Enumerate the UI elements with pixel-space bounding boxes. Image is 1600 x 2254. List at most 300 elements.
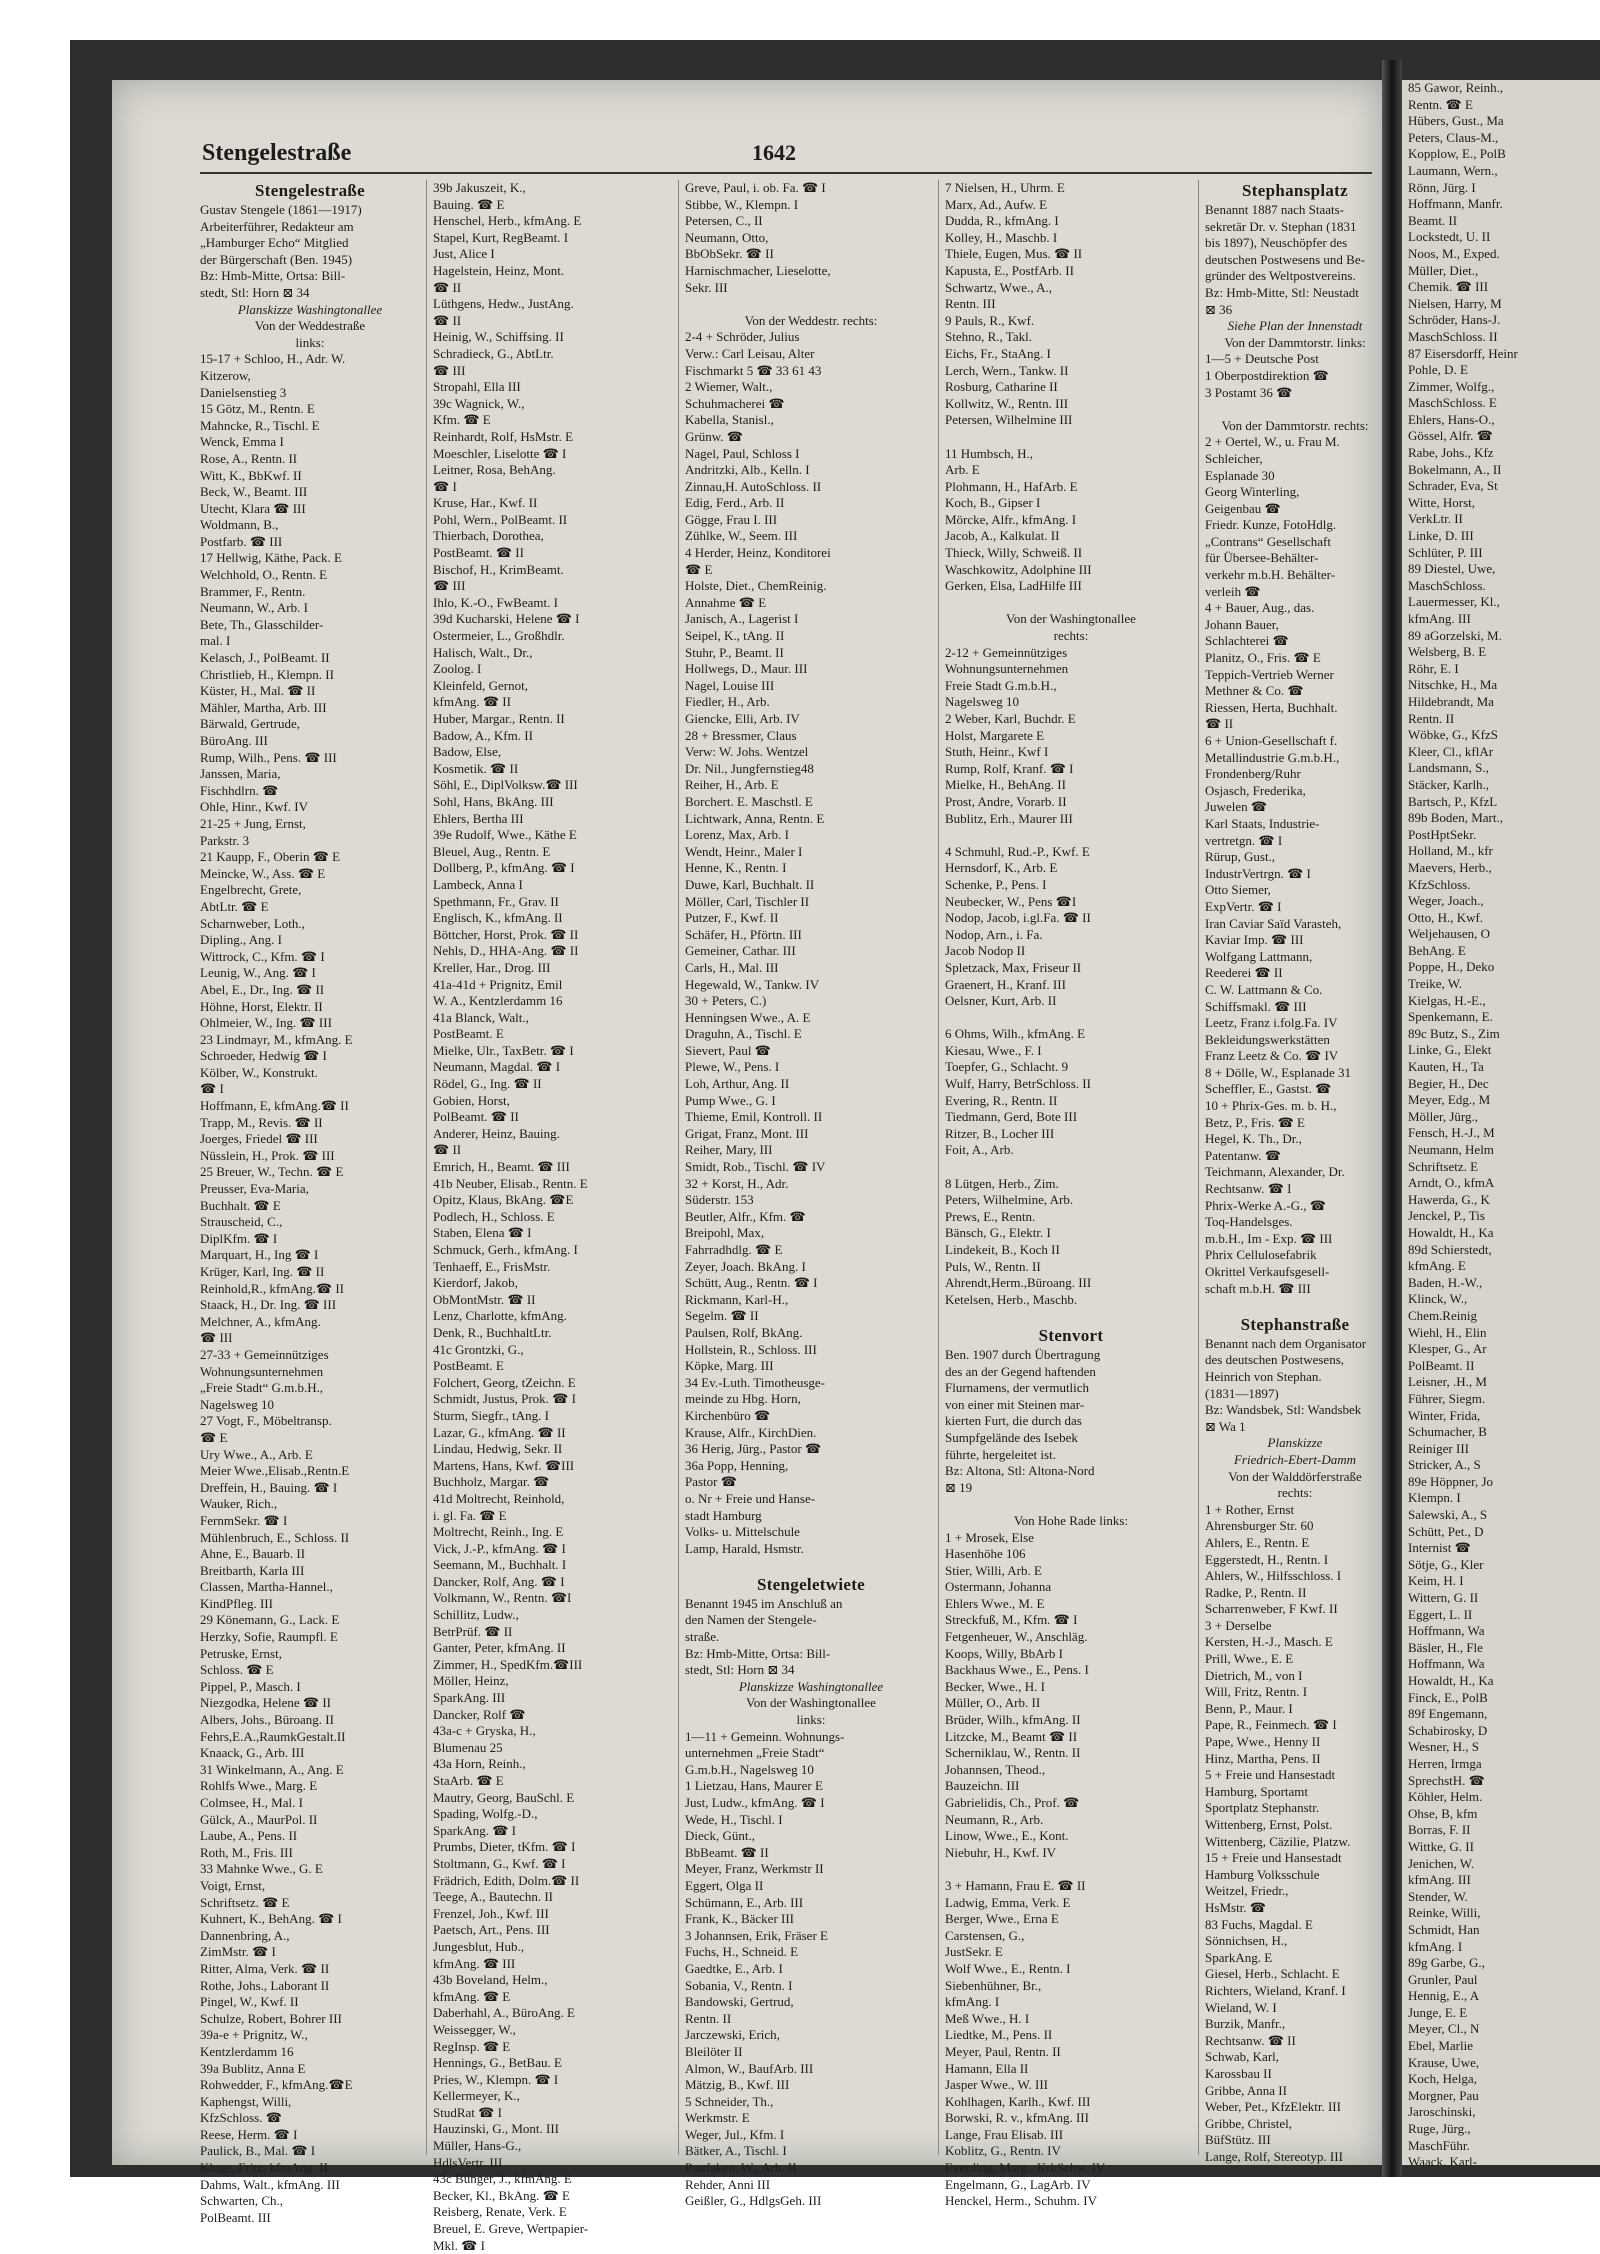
entry-line: Patentanw. ☎ (1205, 1147, 1282, 1163)
entry-line: Bandowski, Gertrud, (685, 1994, 794, 2010)
facing-entry-line: Hoffmann, Wa (1408, 1656, 1485, 1672)
facing-entry-line: Ruge, Jürg., (1408, 2121, 1471, 2137)
entry-line: stedt, Stl: Horn ⊠ 34 (685, 1662, 795, 1678)
entry-line: des deutschen Postwesens, (1205, 1352, 1345, 1368)
entry-line: Graenert, H., Kranf. III (945, 976, 1066, 992)
entry-line: Jarczewski, Erich, (685, 2027, 780, 2043)
column-1 (200, 180, 420, 2225)
entry-line: FernmSekr. ☎ I (200, 1512, 288, 1528)
facing-entry-line: Spenkemann, E. (1408, 1009, 1493, 1025)
entry-line: 3 + Hamann, Frau E. ☎ II (945, 1877, 1086, 1893)
entry-line: 9 Pauls, R., Kwf. (945, 312, 1035, 328)
entry-line: Wittrock, C., Kfm. ☎ I (200, 948, 325, 964)
entry-line: Anderer, Heinz, Bauing. (433, 1125, 560, 1141)
entry-line: Gobien, Horst, (433, 1092, 510, 1108)
entry-line: Sohl, Hans, BkAng. III (433, 793, 554, 809)
entry-line: StaArb. ☎ E (433, 1773, 504, 1788)
entry-line: Freie Stadt G.m.b.H., (945, 677, 1057, 693)
entry-line: Hamann, Ella II (945, 2060, 1029, 2076)
entry-line: Küster, H., Mal. ☎ II (200, 683, 316, 699)
entry-line: Kreller, Har., Drog. III (433, 959, 551, 975)
entry-line: Petersen, C., II (685, 213, 763, 229)
entry-line: Wohnungsunternehmen (945, 661, 1069, 677)
entry-line: Schiffsmakl. ☎ III (1205, 998, 1307, 1014)
facing-entry-line: Weger, Joach., (1408, 893, 1484, 909)
facing-entry-line: Rentn. ☎ E (1408, 96, 1473, 112)
entry-line: Von der Weddestraße (254, 318, 366, 334)
entry-line: Juwelen ☎ (1205, 799, 1268, 815)
entry-line: Smidt, Rob., Tischl. ☎ IV (685, 1159, 826, 1175)
entry-line: m.b.H., Im - Exp. ☎ III (1205, 1230, 1333, 1246)
facing-entry-line: SprechstH. ☎ (1408, 1772, 1485, 1788)
facing-entry-line: Krause, Uwe, (1408, 2054, 1480, 2070)
entry-line: Putzer, F., Kwf. II (685, 910, 779, 926)
entry-line: Gribbe, Anna II (1205, 2082, 1287, 2098)
entry-line: Nagelsweg 10 (200, 1396, 275, 1412)
entry-line: Von Hohe Rade links: (1013, 1512, 1129, 1528)
entry-line: Bischof, H., KrimBeamt. (433, 561, 564, 577)
entry-line: Martens, Hans, Kwf. ☎III (433, 1457, 575, 1473)
facing-entry-line: Maevers, Herb., (1408, 859, 1492, 875)
entry-line: 11 Humbsch, H., (945, 445, 1033, 461)
entry-line: 6 Ohms, Wilh., kfmAng. E (945, 1026, 1086, 1042)
entry-line: Bublitz, Erh., Maurer III (945, 810, 1073, 826)
entry-line: Sumpfgelände des Isebek (945, 1429, 1078, 1445)
entry-line: Meyer, Franz, Werkmstr II (685, 1861, 824, 1877)
entry-line: Scharrenweber, F Kwf. II (1205, 1601, 1338, 1617)
entry-line: Mähler, Martha, Arb. III (200, 699, 327, 715)
entry-line (685, 296, 937, 313)
entry-line: Herzky, Sofie, Raumpfl. E (200, 1629, 338, 1645)
entry-line: 4 Schmuhl, Rud.-P., Kwf. E (945, 843, 1090, 859)
entry-line: Siebenhühner, Br., (945, 1977, 1042, 1993)
facing-entry-line: Wittke, G. II (1408, 1838, 1474, 1854)
entry-line: Hegel, K. Th., Dr., (1205, 1131, 1302, 1147)
facing-entry-line: Kopplow, E., PolB (1408, 146, 1506, 162)
entry-line: Dannenbring, A., (200, 1927, 290, 1943)
entry-line: Geigenbau ☎ (1205, 500, 1281, 516)
facing-entry-line: Kauten, H., Ta (1408, 1059, 1484, 1075)
entry-line: Ahrensburger Str. 60 (1205, 1518, 1314, 1534)
entry-line: 5 Schneider, Th., (685, 2093, 774, 2109)
entry-line: Zinnau,H. AutoSchloss. II (685, 478, 822, 494)
entry-line: Dollberg, P., kfmAng. ☎ I (433, 860, 575, 876)
entry-line: 41d Moltrecht, Reinhold, (433, 1490, 565, 1506)
entry-line: Ganter, Peter, kfmAng. II (433, 1640, 566, 1656)
facing-entry-line: Junge, E. E (1408, 2004, 1468, 2020)
entry-line: Dietrich, M., von I (1205, 1667, 1303, 1683)
entry-line: ☎ II (433, 312, 462, 328)
entry-line: Holste, Diet., ChemReinig. (685, 578, 827, 594)
facing-entry-line: Keim, H. I (1408, 1573, 1464, 1589)
entry-line: Colmsee, H., Mal. I (200, 1795, 303, 1810)
entry-line: Kabella, Stanisl., (685, 412, 774, 428)
entry-line: ExpVertr. ☎ I (1205, 898, 1282, 914)
entry-line: Henckel, Herm., Schuhm. IV (945, 2193, 1097, 2209)
entry-line: straße. (685, 1629, 720, 1645)
entry-line: Von der Washingtonallee (1006, 611, 1136, 627)
entry-line: Duwe, Karl, Buchhalt. II (685, 876, 815, 892)
entry-line: Koch, B., Gipser I (945, 495, 1041, 511)
entry-line (1205, 1297, 1385, 1314)
entry-line: Buchhalt. ☎ E (200, 1197, 281, 1213)
facing-entry-line: Koch, Helga, (1408, 2071, 1477, 2087)
entry-line: Schwab, Karl, (1205, 2049, 1280, 2065)
book-gutter (1382, 60, 1402, 2177)
entry-line: Schuhmacherei ☎ (685, 395, 785, 411)
entry-line: 1 + Mrosek, Else (945, 1529, 1034, 1545)
entry-line: Loh, Arthur, Ang. II (685, 1076, 790, 1092)
entry-line: Lamp, Harald, Hsmstr. (685, 1540, 804, 1556)
entry-line: Breitbarth, Karla III (200, 1562, 305, 1578)
facing-entry-line: Stender, W. (1408, 1888, 1468, 1904)
entry-line: Kentzlerdamm 16 (200, 2043, 294, 2059)
entry-line: Johannsen, Theod., (945, 1761, 1046, 1777)
entry-line (945, 1861, 1197, 1878)
entry-line: Evering, R., Rentn. II (945, 1092, 1058, 1108)
entry-line: Hegewald, W., Tankw. IV (685, 976, 820, 992)
entry-line: Friedr. Kunze, FotoHdlg. (1205, 517, 1337, 533)
entry-line: Rosburg, Catharine II (945, 379, 1058, 395)
entry-line: Leunig, W., Ang. ☎ I (200, 965, 316, 981)
entry-line: Dieck, Günt., (685, 1828, 756, 1844)
entry-line: 39d Kucharski, Helene ☎ I (433, 611, 580, 627)
entry-line: Reiher, Mary, III (685, 1142, 773, 1158)
entry-line: Hennings, G., BetBau. E (433, 2055, 562, 2071)
entry-line: Lenz, Charlotte, kfmAng. (433, 1308, 567, 1324)
column-2 (426, 180, 677, 2253)
facing-entry-line: Treike, W. (1408, 976, 1463, 992)
entry-line: Reisberg, Renate, Verk. E (433, 2204, 567, 2220)
entry-line: Dipling., Ang. I (200, 932, 282, 948)
entry-line: 4 Herder, Heinz, Konditorei (685, 545, 831, 561)
entry-line: SparkAng. III (433, 1690, 506, 1706)
entry-line: Rickmann, Karl-H., (685, 1291, 789, 1307)
entry-line: Laube, A., Pens. II (200, 1828, 298, 1844)
entry-line: ZimMstr. ☎ I (200, 1944, 276, 1960)
entry-line: Rohlfs Wwe., Marg. E (200, 1778, 318, 1794)
street-heading: Stenvort (1038, 1325, 1104, 1345)
entry-line: Paulsen, Rolf, BkAng. (685, 1324, 803, 1340)
entry-line: 2 Weber, Karl, Buchdr. E (945, 711, 1076, 726)
facing-entry-line: Bartsch, P., KfzL (1408, 793, 1498, 809)
entry-line: Rump, Rolf, Kranf. ☎ I (945, 760, 1074, 776)
entry-line: Zeyer, Joach. BkAng. I (685, 1258, 806, 1274)
entry-line: Wieland, W. I (1205, 1999, 1277, 2015)
entry-line: Emrich, H., Beamt. ☎ III (433, 1159, 570, 1175)
entry-line: Fiedler, H., Arb. (685, 694, 770, 710)
entry-line: 43b Boveland, Helm., (433, 1972, 548, 1988)
entry-line: Kersten, H.-J., Masch. E (1205, 1634, 1333, 1650)
entry-line: Moltrecht, Reinh., Ing. E (433, 1524, 564, 1540)
entry-line: Ahne, E., Bauarb. II (200, 1546, 306, 1562)
entry-line: 15 + Freie und Hansestadt (1205, 1850, 1342, 1866)
facing-entry-line: 89 aGorzelski, M. (1408, 627, 1502, 643)
entry-line: Bätker, A., Tischl. I (685, 2143, 787, 2159)
entry-line: gründer des Weltpostvereins. (1205, 268, 1356, 284)
facing-entry-line: Salewski, A., S (1408, 1507, 1488, 1523)
facing-entry-line: Kielgas, H.-E., (1408, 992, 1486, 1008)
entry-line: Sturm, Siegfr., tAng. I (433, 1407, 549, 1423)
facing-entry-line: Waack, Karl- (1408, 2154, 1477, 2170)
entry-line: PostBeamt. E (433, 1358, 504, 1374)
entry-line: Hoffmann, E, kfmAng.☎ II (200, 1098, 349, 1114)
entry-line: Neumann, W., Arb. I (200, 600, 308, 616)
entry-line: Schmuck, Gerh., kfmAng. I (433, 1242, 578, 1257)
facing-entry-line: Röhr, E. I (1408, 660, 1459, 676)
facing-entry-line: Howaldt, H., Ka (1408, 1673, 1494, 1688)
entry-line: Mühlenbruch, E., Schloss. II (200, 1529, 350, 1545)
entry-line: Lazar, G., kfmAng. ☎ II (433, 1424, 566, 1440)
entry-line: Planskizze Washingtonallee (237, 301, 383, 317)
entry-line: Thiele, Eugen, Mus. ☎ II (945, 246, 1083, 262)
entry-line: Lange, Frau Elisab. III (945, 2126, 1064, 2142)
facing-entry-line: Rabe, Johs., Kfz (1408, 445, 1494, 461)
entry-line: 2-12 + Gemeinnütziges (945, 644, 1068, 660)
entry-line: Berger, Wwe., Erna E (945, 1911, 1059, 1927)
directory-page (112, 80, 1382, 2253)
facing-entry-line: Wöbke, G., KfzS (1408, 727, 1498, 743)
facing-entry-line: Leisner, .H., M (1408, 1374, 1487, 1390)
entry-line: Tenhaeff, E., FrisMstr. (433, 1258, 551, 1274)
entry-line: Kellermeyer, K., (433, 2088, 520, 2104)
entry-line: 33 Mahnke Wwe., G. E (200, 1861, 323, 1877)
entry-line: Pape, Wwe., Henny II (1205, 1734, 1321, 1750)
entry-line: 41b Neuber, Elisab., Rentn. E (433, 1175, 588, 1191)
entry-line: Utecht, Klara ☎ III (200, 500, 306, 516)
facing-entry-line: Welsberg, B. E (1408, 644, 1487, 660)
entry-line: BbObSekr. ☎ II (685, 246, 774, 262)
entry-line: Nagel, Paul, Schloss I (685, 445, 800, 461)
entry-line: Fahrradhdlg. ☎ E (685, 1242, 783, 1257)
entry-line: 39a Bublitz, Anna E (200, 2060, 306, 2076)
facing-entry-line: Rönn, Jürg. I (1408, 179, 1476, 195)
entry-line: Henne, K., Rentn. I (685, 860, 787, 876)
entry-line: Backhaus Wwe., E., Pens. I (945, 1662, 1089, 1678)
entry-line: vertretgn. ☎ I (1205, 832, 1283, 848)
entry-line: Sobania, V., Rentn. I (685, 1977, 793, 1993)
entry-line: 4 + Bauer, Aug., das. (1205, 600, 1315, 616)
entry-line: Ihlo, K.-O., FwBeamt. I (433, 594, 558, 610)
entry-line: Wittenberg, Cäzilie, Platzw. (1205, 1833, 1351, 1849)
entry-line: 2-4 + Schröder, Julius (685, 329, 800, 345)
entry-line: i. gl. Fa. ☎ E (433, 1507, 507, 1523)
entry-line: Janssen, Maria, (200, 766, 281, 782)
facing-entry-line: Schmidt, Han (1408, 1921, 1480, 1937)
entry-line: Hamburg Volksschule (1205, 1866, 1320, 1882)
facing-entry-line: 89 Diestel, Uwe, (1408, 561, 1496, 577)
entry-line (945, 595, 1197, 612)
entry-line: Kruse, Har., Kwf. II (433, 495, 538, 511)
entry-line: Stibbe, W., Klempn. I (685, 196, 799, 212)
facing-entry-line: Schröder, Hans-J. (1408, 312, 1501, 328)
entry-line: Bärwald, Gertrude, (200, 716, 300, 732)
entry-line: Koblitz, G., Rentn. IV (945, 2143, 1061, 2159)
entry-line: Frenzel, Joh., Kwf. III (433, 1905, 549, 1921)
entry-line: Rump, Wilh., Pens. ☎ III (200, 749, 337, 765)
entry-line: Borwski, R. v., kfmAng. III (945, 2110, 1089, 2126)
entry-line: ⊠ 36 (1205, 301, 1233, 317)
entry-line: Höhne, Horst, Elektr. II (200, 998, 323, 1014)
entry-line: Wolfgang Lattmann, (1205, 948, 1313, 964)
entry-line: Müller, Hans-G., (433, 2138, 522, 2154)
entry-line: PolBeamt. ☎ II (433, 1109, 519, 1125)
entry-line: Schroeder, Hedwig ☎ I (200, 1048, 327, 1064)
facing-entry-line: 89f Engemann, (1408, 1706, 1488, 1722)
entry-line: Schleicher, (1205, 450, 1263, 466)
entry-line: Weitzel, Friedr., (1205, 1883, 1289, 1899)
entry-line: Brammer, F., Rentn. (200, 583, 306, 599)
entry-line: Dreffein, H., Bauing. ☎ I (200, 1479, 338, 1495)
entry-line: Parkstr. 3 (200, 832, 250, 848)
entry-line: 5 + Freie und Hansestadt (1205, 1767, 1336, 1783)
entry-line: Greve, Paul, i. ob. Fa. ☎ I (685, 180, 826, 195)
entry-line: 21 Kaupp, F., Oberin ☎ E (200, 849, 341, 865)
entry-line: Prill, Wwe., E. E (1205, 1651, 1294, 1667)
entry-line: Roth, M., Fris. III (200, 1844, 293, 1860)
entry-line: „Contrans“ Gesellschaft (1205, 533, 1331, 549)
entry-line: Frädrich, Edith, Dolm.☎ II (433, 1872, 580, 1888)
entry-line: rechts: (1053, 628, 1089, 644)
entry-line: Bz: Hmb-Mitte, Ortsa: Bill- (685, 1645, 831, 1661)
entry-line: Kierdorf, Jakob, (433, 1275, 518, 1291)
entry-line: Rentn. II (685, 2010, 732, 2026)
entry-line: Otto Siemer, (1205, 882, 1271, 898)
entry-line: Johann Bauer, (1205, 616, 1279, 632)
entry-line: Rentn. III (945, 296, 996, 312)
entry-line: HdlsVertr. III (433, 2154, 503, 2170)
entry-line: Volks- u. Mittelschule (685, 1524, 800, 1540)
entry-line: Grigat, Franz, Mont. III (685, 1125, 809, 1141)
entry-line: ☎ III (433, 578, 466, 594)
entry-line (945, 1496, 1197, 1513)
entry-line: Volkmann, W., Rentn. ☎I (433, 1590, 572, 1606)
entry-line: Richters, Wieland, Kranf. I (1205, 1982, 1346, 1998)
entry-line: Seemann, M., Buchhalt. I (433, 1557, 567, 1573)
entry-line: Jacob, A., Kalkulat. II (945, 528, 1060, 544)
entry-line: Nodop, Arn., i. Fa. (945, 926, 1043, 942)
facing-entry-line: Schumacher, B (1408, 1424, 1487, 1440)
entry-line: der Bürgerschaft (Ben. 1945) (200, 251, 353, 267)
entry-line: Moeschler, Liselotte ☎ I (433, 445, 567, 461)
entry-line: Scherniklau, W., Rentn. II (945, 1745, 1081, 1761)
entry-line: Reederei ☎ II (1205, 965, 1283, 981)
entry-line: ☎ II (1205, 716, 1234, 732)
entry-line: Liedtke, M., Pens. II (945, 2027, 1053, 2043)
facing-entry-line: Peters, Claus-M., (1408, 129, 1499, 145)
entry-line: Lorenz, Max, Arb. I (685, 827, 789, 843)
entry-line: 3 + Derselbe (1205, 1617, 1272, 1633)
entry-line: 31 Winkelmann, A., Ang. E (200, 1761, 344, 1777)
entry-line: BetrPrüf. ☎ II (433, 1623, 513, 1639)
entry-line: schaft m.b.H. ☎ III (1205, 1280, 1311, 1296)
entry-line: für Übersee-Behälter- (1205, 550, 1319, 566)
entry-line: JustSekr. E (945, 1944, 1003, 1960)
entry-line: Okrittel Verkaufsgesell- (1205, 1264, 1330, 1279)
entry-line: Süderstr. 153 (685, 1192, 754, 1208)
entry-line: Sportplatz Stephanstr. (1205, 1800, 1320, 1816)
entry-line: ☎ III (200, 1330, 233, 1346)
entry-line: Kelasch, J., PolBeamt. II (200, 650, 330, 666)
entry-line: Mörcke, Alfr., kfmAng. I (945, 511, 1077, 527)
entry-line: 3 Postamt 36 ☎ (1205, 384, 1293, 400)
entry-line: ☎ E (200, 1429, 228, 1445)
entry-line: Krause, Alfr., KirchDien. (685, 1424, 817, 1440)
facing-entry-line: Stricker, A., S (1408, 1457, 1481, 1473)
entry-line: Engelbrecht, Grete, (200, 882, 302, 898)
entry-line: Hamburg, Sportamt (1205, 1783, 1309, 1799)
entry-line: Lüthgens, Hedw., JustAng. (433, 296, 574, 312)
entry-line: Wulf, Harry, BetrSchloss. II (945, 1076, 1091, 1092)
entry-line: Ehlers, Bertha III (433, 810, 524, 826)
entry-line: Paetsch, Art., Pens. III (433, 1922, 550, 1938)
entry-line: Scheffler, E., Gastst. ☎ (1205, 1081, 1332, 1097)
entry-line: 1 + Rother, Ernst (1205, 1501, 1295, 1517)
entry-line: Georg Winterling, (1205, 484, 1300, 500)
entry-line: Borchert. E. Maschstl. E (685, 793, 813, 809)
entry-line: Stuhr, P., Beamt. II (685, 644, 784, 660)
entry-line: Eggerstedt, H., Rentn. I (1205, 1551, 1329, 1567)
entry-line: Dr. Nil., Jungfernstieg48 (685, 760, 814, 776)
entry-line: Lange, Rolf, Stereotyp. III (1205, 2148, 1343, 2164)
entry-line: 21-25 + Jung, Ernst, (200, 815, 306, 831)
facing-entry-line: Jenichen, W. (1408, 1855, 1475, 1871)
facing-entry-line: Nitschke, H., Ma (1408, 677, 1498, 693)
entry-line: Fischmarkt 5 ☎ 33 61 43 (685, 362, 822, 378)
entry-line: Ahrendt,Herm.,Büroang. III (945, 1275, 1092, 1291)
entry-line: Badow, Else, (433, 744, 502, 760)
entry-line: 41c Grontzki, G., (433, 1341, 524, 1357)
entry-line: Toq-Handelsges. (1205, 1214, 1293, 1230)
entry-line: Schäfer, H., Pförtn. III (685, 926, 802, 942)
entry-line: Giencke, Elli, Arb. IV (685, 711, 800, 726)
facing-entry-line: BehAng. E (1408, 942, 1466, 958)
entry-line: Meß Wwe., H. I (945, 2010, 1030, 2026)
entry-line: Gülck, A., MaurPol. II (200, 1811, 318, 1827)
facing-entry-line: Internist ☎ (1408, 1540, 1471, 1556)
entry-line: Dahms, Walt., kfmAng. III (200, 2176, 340, 2192)
entry-line: Eggert, Olga II (685, 1877, 764, 1893)
facing-entry-line: Landsmann, S., (1408, 760, 1489, 776)
entry-line: rechts: (1277, 1485, 1313, 1501)
entry-line: Folchert, Georg, tZeichn. E (433, 1374, 576, 1390)
entry-line: 8 Lütgen, Herb., Zim. (945, 1175, 1059, 1191)
entry-line: Sievert, Paul ☎ (685, 1042, 771, 1058)
entry-line: ☎ II (433, 1142, 462, 1158)
entry-line: Ostermann, Johanna (945, 1579, 1052, 1595)
entry-line: 39a-e + Prignitz, W., (200, 2027, 308, 2043)
entry-line: Koops, Willy, BbArb I (945, 1645, 1063, 1661)
entry-line: Möller, Carl, Tischler II (685, 893, 810, 909)
entry-line: Opitz, Klaus, BkAng. ☎E (433, 1192, 574, 1208)
entry-line: Weber, Pet., KfzElektr. III (1205, 2099, 1341, 2115)
entry-line: Stehno, R., Takl. (945, 329, 1032, 345)
entry-line: Denk, R., BuchhaltLtr. (433, 1324, 552, 1340)
facing-entry-line: Rentn. II (1408, 710, 1455, 726)
entry-line: Podlech, H., Schloss. E (433, 1208, 555, 1224)
entry-line: Weissegger, W., (433, 2021, 516, 2037)
entry-line: Peters, Wilhelmine, Arb. (945, 1192, 1074, 1208)
facing-entry-line: Hoffmann, Manfr. (1408, 196, 1503, 212)
street-heading: Stengeletwiete (756, 1574, 866, 1594)
entry-line: Esplanade 30 (1205, 467, 1275, 483)
entry-line: Bz: Wandsbek, Stl: Wandsbek (1205, 1402, 1362, 1418)
entry-line: Weger, Jul., Kfm. I (685, 2126, 785, 2142)
entry-line: ☎ III (433, 362, 466, 378)
entry-line: Von der Walddörferstraße (1228, 1468, 1362, 1484)
entry-line: Planitz, O., Fris. ☎ E (1205, 650, 1321, 666)
entry-line: Karossbau II (1205, 2065, 1272, 2081)
